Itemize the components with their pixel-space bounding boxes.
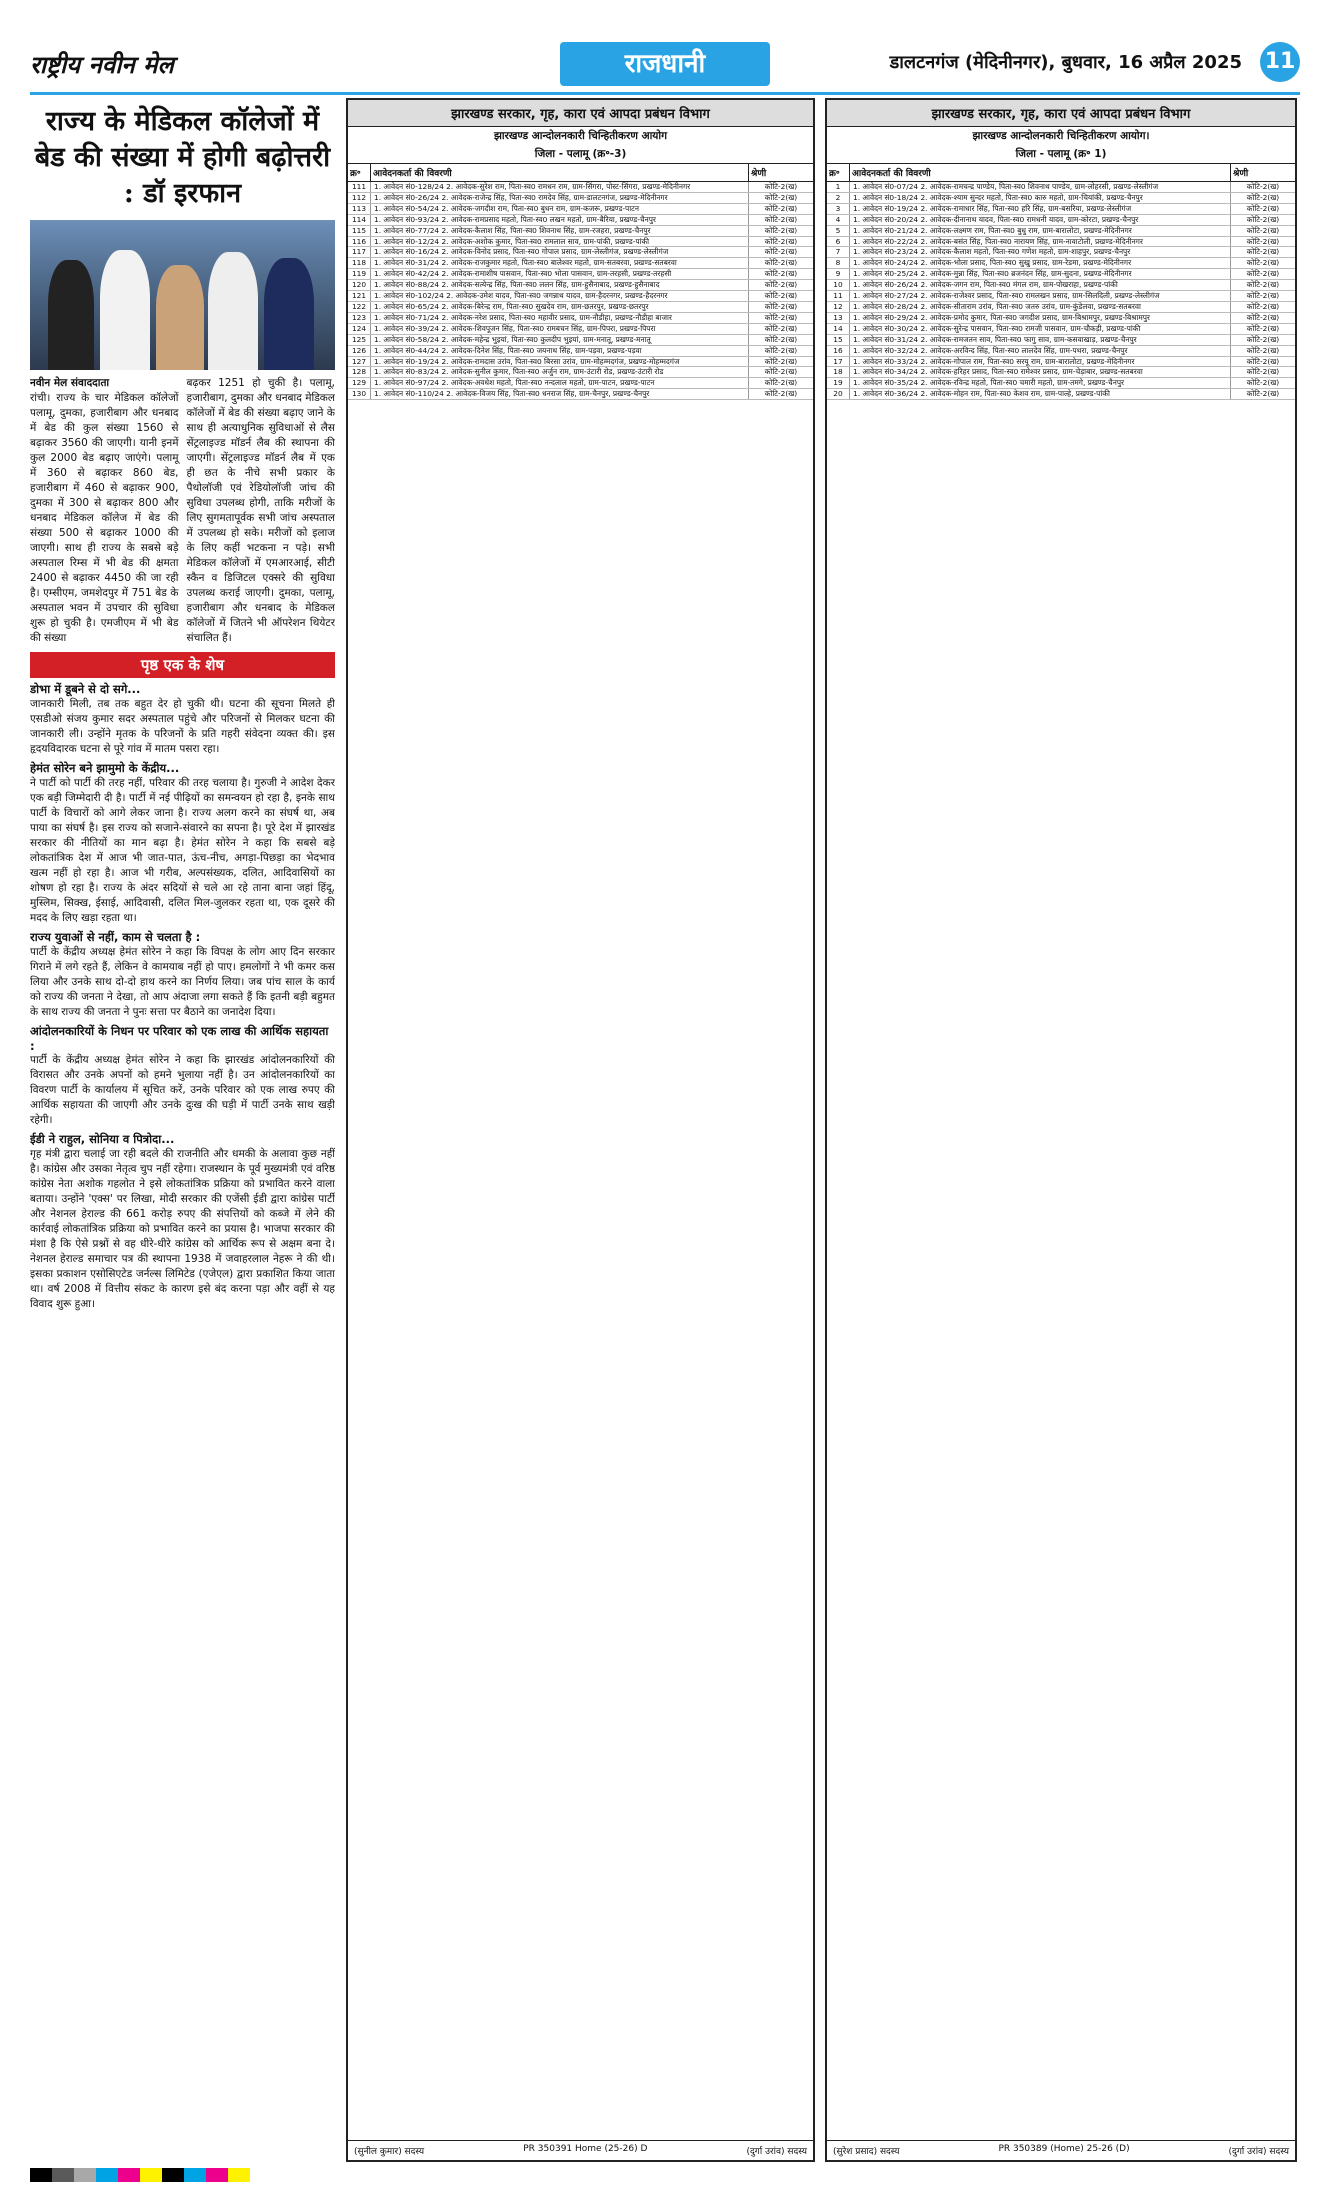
release-code: PR 350389 (Home) 25-26 (D) <box>998 2144 1130 2154</box>
continued-text: पार्टी के केंद्रीय अध्यक्ष हेमंत सोरेन ने कहा कि विपक्ष के लोग आए दिन सरकार गिराने में लगे रहते हैं, लेकिन वे कामयाब नहीं हो पाए। हमलोगों ने भी कमर कस लिया और उनके साथ दो-दो हाथ करने का निर्णय लिया। जब पांच साल के कार्य को राज्य की जनता ने देखा, तो आप अंदाजा लगा सकते हैं कि इतनी बड़ी बहुमत के साथ राज्य की जनता ने पुनः सत्ता पर बैठाने का जनादेश दिया। <box>30 946 335 1018</box>
row-details: 1. आवेदन सं0-30/24 2. आवेदक-सुरेन्द्र पासवान, पिता-स्व0 रामजी पासवान, ग्राम-चौकड़ी, प्रखण्ड-पांकी <box>850 324 1231 334</box>
story-photo <box>30 220 335 370</box>
row-details: 1. आवेदन सं0-32/24 2. आवेदक-अरविन्द सिंह, पिता-स्व0 लालदेव सिंह, ग्राम-पथरा, प्रखण्ड-चैनपुर <box>850 346 1231 356</box>
row-serial: 120 <box>348 280 371 290</box>
row-category: कोटि-2(ख) <box>764 312 798 322</box>
row-category: कोटि-2(ख) <box>764 389 798 399</box>
notice-district: जिला - पलामू (क्र॰-3) <box>534 148 627 160</box>
color-swatch <box>74 2168 96 2182</box>
notice-row <box>827 335 1295 346</box>
row-category: कोटि-2(ख) <box>764 378 798 388</box>
signatory-right: (दुर्गा उरांव) सदस्य <box>746 2147 807 2157</box>
row-serial: 117 <box>348 247 371 257</box>
row-serial: 119 <box>348 269 371 279</box>
release-code: PR 350391 Home (25-26) D <box>523 2144 648 2154</box>
row-category: कोटि-2(ख) <box>764 334 798 344</box>
row-serial: 112 <box>348 193 371 203</box>
row-category: कोटि-2(ख) <box>1246 301 1280 311</box>
sub-headline: आंदोलनकारियों के निधन पर परिवार को एक लाख की आर्थिक सहायता : <box>30 1024 329 1053</box>
signatory-right: (दुर्गा उरांव) सदस्य <box>1228 2147 1289 2157</box>
row-category: कोटि-2(ख) <box>1246 214 1280 224</box>
notice-column-header <box>827 163 1295 182</box>
color-swatch <box>162 2168 184 2182</box>
notice-row <box>348 269 813 280</box>
row-details: 1. आवेदन सं0-83/24 2. आवेदक-सुनील कुमार, पिता-स्व0 अर्जुन राम, ग्राम-उंटारी रोड, प्रखण्ड-उंटारी रोड <box>371 367 749 377</box>
row-category: कोटि-2(ख) <box>1246 378 1280 388</box>
notice-row <box>827 280 1295 291</box>
row-category: कोटि-2(ख) <box>1246 356 1280 366</box>
sub-headline: हेमंत सोरेन बने झामुमो के केंद्रीय... <box>30 761 180 775</box>
row-details: 1. आवेदन सं0-19/24 2. आवेदक-रामाधार सिंह, पिता-स्व0 हरि सिंह, ग्राम-बसरिया, प्रखण्ड-लेस्लीगंज <box>850 204 1231 214</box>
signatory-left: (सुरेश प्रसाद) सदस्य <box>833 2147 900 2157</box>
notice-row <box>827 182 1295 193</box>
notice-row <box>827 193 1295 204</box>
row-category: कोटि-2(ख) <box>764 280 798 290</box>
col-serial: क्र॰ <box>827 164 850 181</box>
notice-row <box>348 313 813 324</box>
row-category: कोटि-2(ख) <box>764 323 798 333</box>
notice-row <box>827 313 1295 324</box>
row-details: 1. आवेदन सं0-54/24 2. आवेदक-जगदीश राम, पिता-स्व0 बुधन राम, ग्राम-कजरू, प्रखण्ड-पाटन <box>371 204 749 214</box>
row-category: कोटि-2(ख) <box>1246 367 1280 377</box>
row-category: कोटि-2(ख) <box>764 214 798 224</box>
row-details: 1. आवेदन सं0-93/24 2. आवेदक-रामप्रसाद महतो, पिता-स्व0 लखन महतो, ग्राम-बैरिया, प्रखण्ड-चैनपुर <box>371 215 749 225</box>
notice-row <box>348 204 813 215</box>
row-details: 1. आवेदन सं0-22/24 2. आवेदक-बसंत सिंह, पिता-स्व0 नारायण सिंह, ग्राम-नावाटोली, प्रखण्ड-मेदिनीनगर <box>850 237 1231 247</box>
notice-row <box>348 291 813 302</box>
story-headline: राज्य के मेडिकल कॉलेजों में बेड की संख्या में होगी बढ़ोत्तरी : डॉ इरफान <box>34 106 331 209</box>
continued-text: गृह मंत्री द्वारा चलाई जा रही बदले की राजनीति और धमकी के अलावा कुछ नहीं है। कांग्रेस और उसका नेतृत्व चुप नहीं रहेगा। राजस्थान के पूर्व मुख्यमंत्री एवं वरिष्ठ कांग्रेस नेता अशोक गहलोत ने इसे लोकतांत्रिक प्रक्रिया को प्रभावित करने वाला बताया। उन्होंने 'एक्स' पर लिखा, मोदी सरकार की एजेंसी ईडी द्वारा कांग्रेस पार्टी और नेशनल हेराल्ड की 661 करोड़ रुपए की संपत्तियों को कब्जे में लेने की कार्रवाई लोकतांत्रिक प्रक्रिया को प्रभावित करने का प्रयास है। भाजपा सरकार की मंशा है कि ऐसे प्रश्नों से वह धीरे-धीरे कांग्रेस को आर्थिक रूप से अक्षम बना दे। नेशनल हेराल्ड समाचार पत्र की स्थापना 1938 में जवाहरलाल नेहरू ने की थी। इसका प्रकाशन एसोसिएटेड जर्नल्स लिमिटेड (एजेएल) द्वारा प्रकाशित किया जाता था। वर्ष 2008 में वित्तीय संकट के कारण इसे बंद करना पड़ा और वहीं से यह विवाद शुरू हुआ। <box>30 1148 335 1310</box>
row-category: कोटि-2(ख) <box>1246 203 1280 213</box>
notice-row <box>348 367 813 378</box>
row-category: कोटि-2(ख) <box>1246 280 1280 290</box>
row-details: 1. आवेदन सं0-20/24 2. आवेदक-दीनानाथ यादव, पिता-स्व0 रामधनी यादव, ग्राम-कोरटा, प्रखण्ड-चैनपुर <box>850 215 1231 225</box>
row-category: कोटि-2(ख) <box>1246 182 1280 191</box>
notice-row <box>827 247 1295 258</box>
notice-row <box>827 226 1295 237</box>
notice-district: जिला - पलामू (क्र॰ 1) <box>1015 148 1107 160</box>
row-serial: 123 <box>348 313 371 323</box>
row-serial: 118 <box>348 258 371 268</box>
row-serial: 126 <box>348 346 371 356</box>
row-details: 1. आवेदन सं0-07/24 2. आवेदक-रामचन्द्र पाण्डेय, पिता-स्व0 शिवनाथ पाण्डेय, ग्राम-लोहरसी, प्रखण्ड-लेस्लीगंज <box>850 182 1231 192</box>
sub-headline: राज्य युवाओं से नहीं, काम से चलता है : <box>30 930 201 944</box>
row-category: कोटि-2(ख) <box>1246 258 1280 268</box>
row-details: 1. आवेदन सं0-16/24 2. आवेदक-विनोद प्रसाद, पिता-स्व0 गोपाल प्रसाद, ग्राम-लेस्लीगंज, प्रखण्ड-लेस्लीगंज <box>371 247 749 257</box>
row-details: 1. आवेदन सं0-31/24 2. आवेदक-रामजतन साव, पिता-स्व0 फागु साव, ग्राम-कसवाखाड़, प्रखण्ड-चैनपुर <box>850 335 1231 345</box>
row-serial: 111 <box>348 182 371 192</box>
notice-row <box>827 291 1295 302</box>
row-serial: 115 <box>348 226 371 236</box>
col-category: श्रेणी <box>751 169 767 179</box>
row-serial: 114 <box>348 215 371 225</box>
row-details: 1. आवेदन सं0-97/24 2. आवेदक-अवधेश महतो, पिता-स्व0 नन्दलाल महतो, ग्राम-पाटन, प्रखण्ड-पाटन <box>371 378 749 388</box>
row-category: कोटि-2(ख) <box>764 225 798 235</box>
story-col2: बढ़कर 1251 हो चुकी है। पलामू, हजारीबाग, दुमका और धनबाद मेडिकल कॉलेजों में बेड की संख्या बढ़ाए जाने के साथ ही अत्याधुनिक सुविधाओं से लैस सेंट्रलाइज्ड मॉडर्न लैब की स्थापना की जाएगी। सेंट्रलाइज्ड मॉडर्न लैब में एक ही छत के नीचे सभी प्रकार के पैथोलॉजी एवं रेडियोलॉजी जांच की सुविधा उपलब्ध होगी, ताकि मरीजों के लिए सुगमतापूर्वक सभी जांच अस्पताल में उपलब्ध हो सके। मरीजों को इलाज के लिए कहीं भटकना न पड़े। सभी मेडिकल कॉलेजों में एमआरआई, सीटी स्कैन व डिजिटल एक्सरे की सुविधा उपलब्ध कराई जाएगी। दुमका, पलामू, हजारीबाग और धनबाद के मेडिकल कॉलेजों में जितने भी ऑपरेशन थियेटर संचालित हैं। <box>186 377 335 644</box>
notice-row <box>827 204 1295 215</box>
notice-row <box>348 215 813 226</box>
row-category: कोटि-2(ख) <box>1246 236 1280 246</box>
row-details: 1. आवेदन सं0-27/24 2. आवेदक-राजेश्वर प्रसाद, पिता-स्व0 रामलखन प्रसाद, ग्राम-सिलदिली, प्रखण्ड-लेस्लीगंज <box>850 291 1231 301</box>
color-swatch <box>30 2168 52 2182</box>
row-category: कोटि-2(ख) <box>764 367 798 377</box>
row-category: कोटि-2(ख) <box>764 192 798 202</box>
row-serial: 5 <box>827 226 850 236</box>
row-serial: 7 <box>827 247 850 257</box>
row-details: 1. आवेदन सं0-110/24 2. आवेदक-विजय सिंह, पिता-स्व0 धनराज सिंह, ग्राम-चैनपुर, प्रखण्ड-चैनपुर <box>371 389 749 399</box>
notice-row <box>827 215 1295 226</box>
row-category: कोटि-2(ख) <box>1246 269 1280 279</box>
row-details: 1. आवेदन सं0-65/24 2. आवेदक-बिरेन्द्र राम, पिता-स्व0 सुखदेव राम, ग्राम-छतरपुर, प्रखण्ड-छतरपुर <box>371 302 749 312</box>
notice-row <box>348 389 813 400</box>
row-serial: 113 <box>348 204 371 214</box>
row-category: कोटि-2(ख) <box>1246 345 1280 355</box>
color-swatch <box>184 2168 206 2182</box>
color-swatch <box>228 2168 250 2182</box>
notice-row <box>348 357 813 368</box>
row-serial: 16 <box>827 346 850 356</box>
row-serial: 121 <box>348 291 371 301</box>
row-serial: 19 <box>827 378 850 388</box>
row-serial: 122 <box>348 302 371 312</box>
row-details: 1. आवेदन सं0-35/24 2. आवेदक-रविन्द्र महतो, पिता-स्व0 चमारी महतो, ग्राम-तमगे, प्रखण्ड-चैनपुर <box>850 378 1231 388</box>
row-category: कोटि-2(ख) <box>764 236 798 246</box>
row-category: कोटि-2(ख) <box>1246 225 1280 235</box>
row-serial: 12 <box>827 302 850 312</box>
section-title: राजधानी <box>560 42 770 86</box>
notice-row <box>348 378 813 389</box>
row-details: 1. आवेदन सं0-26/24 2. आवेदक-जगन राम, पिता-स्व0 मंगल राम, ग्राम-पोखराहा, प्रखण्ड-पांकी <box>850 280 1231 290</box>
row-serial: 1 <box>827 182 850 192</box>
row-category: कोटि-2(ख) <box>764 301 798 311</box>
row-details: 1. आवेदन सं0-21/24 2. आवेदक-लक्ष्मण राम, पिता-स्व0 बुधु राम, ग्राम-बारालोटा, प्रखण्ड-मेदिनीनगर <box>850 226 1231 236</box>
notice-row <box>348 226 813 237</box>
page-number: 11 <box>1260 42 1300 82</box>
notice-row <box>827 389 1295 400</box>
col-serial: क्र॰ <box>348 164 371 181</box>
row-serial: 124 <box>348 324 371 334</box>
row-category: कोटि-2(ख) <box>764 269 798 279</box>
notice-row <box>348 280 813 291</box>
govt-notice-left <box>346 98 815 2162</box>
story-body <box>30 376 335 646</box>
row-serial: 18 <box>827 367 850 377</box>
govt-notice-right <box>825 98 1297 2162</box>
notice-row <box>348 302 813 313</box>
story-col1: रांची। राज्य के चार मेडिकल कॉलेजों पलामू, दुमका, हजारीबाग और धनबाद में बेड की कुल संख्या 1560 से बढ़ाकर 3560 की जाएगी। यानी इनमें कुल 2000 बेड बढ़ाए जाएंगे। पलामू में 360 से बढ़ाकर 860 बेड, हजारीबाग में 460 से बढ़ाकर 900, दुमका में 300 से बढ़ाकर 800 और धनबाद मेडिकल कॉलेज में बेड की संख्या 500 से बढ़ाकर 1000 की जाएगी। साथ ही राज्य के सबसे बड़े अस्पताल रिम्स में भी बेड की क्षमता 2400 से बढ़ाकर 4450 की जा रही है। एम्सीएम, जमशेदपुर में 751 बेड के अस्पताल भवन में उपचार की सुविधा शुरू हो चुकी है। एमजीएम में भी बेड की संख्या <box>30 392 179 644</box>
row-category: कोटि-2(ख) <box>1246 334 1280 344</box>
row-details: 1. आवेदन सं0-34/24 2. आवेदक-हरिहर प्रसाद, पिता-स्व0 रामेश्वर प्रसाद, ग्राम-चेड़ाबार, प्रखण्ड-सतबरवा <box>850 367 1231 377</box>
notice-row <box>348 324 813 335</box>
notice-row <box>348 346 813 357</box>
row-details: 1. आवेदन सं0-23/24 2. आवेदक-कैलाश महतो, पिता-स्व0 गणेश महतो, ग्राम-शाहपुर, प्रखण्ड-चैनपुर <box>850 247 1231 257</box>
row-serial: 14 <box>827 324 850 334</box>
notice-row <box>827 346 1295 357</box>
notice-row <box>348 237 813 248</box>
row-details: 1. आवेदन सं0-44/24 2. आवेदक-दिनेश सिंह, पिता-स्व0 जयनाथ सिंह, ग्राम-पड़वा, प्रखण्ड-पड़वा <box>371 346 749 356</box>
row-category: कोटि-2(ख) <box>1246 291 1280 301</box>
newspaper-brand: राष्ट्रीय नवीन मेल <box>30 50 174 79</box>
color-swatch <box>96 2168 118 2182</box>
byline: नवीन मेल संवाददाता <box>30 377 110 389</box>
row-serial: 125 <box>348 335 371 345</box>
row-serial: 15 <box>827 335 850 345</box>
row-serial: 11 <box>827 291 850 301</box>
continued-text: जानकारी मिली, तब तक बहुत देर हो चुकी थी। घटना की सूचना मिलते ही एसडीओ संजय कुमार सदर अस्पताल पहुंचे और परिजनों से मिलकर घटना की जानकारी ली। उन्होंने मृतक के परिजनों के प्रति गहरी संवेदना व्यक्त की। इस हृदयविदारक घटना से पूरे गांव में मातम पसरा रहा। <box>30 698 335 755</box>
continued-bar: पृष्ठ एक के शेष <box>30 652 335 678</box>
notice-column-header <box>348 163 813 182</box>
notice-row <box>348 258 813 269</box>
row-serial: 130 <box>348 389 371 399</box>
continued-text: ने पार्टी को पार्टी की तरह नहीं, परिवार की तरह चलाया है। गुरुजी ने आदेश देकर एक बड़ी जिम्मेदारी दी है। पार्टी में नई पीढ़ियों का समन्वयन हो रहा है, इनके साथ पार्टी के विचारों को आगे लेकर जाना है। राज्य अलग करने का संघर्ष था, अब पाया का संघर्ष है। इस राज्य को सजाने-संवारने का सपना है। पूरे देश में झारखंड सरकार की नीतियों का मान बढ़ा है। हेमंत सोरेन ने कहा कि सबसे बड़े लोकतांत्रिक देश में आज भी जात-पात, ऊंच-नीच, अगड़ा-पिछड़ा का भेदभाव खत्म नहीं हो रहा है। आज भी गरीब, अल्पसंख्यक, दलित, आदिवासियों का शोषण हो रहा है। राज्य के अंदर सदियों से चले आ रहे ताना बाना जहां हिंदू, मुस्लिम, सिक्ख, ईसाई, आदिवासी, दलित मिल-जुलकर रहता था, एक दूसरे की मदद के लिए खड़ा रहता था। <box>30 777 335 924</box>
notice-row <box>827 258 1295 269</box>
row-details: 1. आवेदन सं0-42/24 2. आवेदक-रामाशीष पासवान, पिता-स्व0 भोला पासवान, ग्राम-तरहसी, प्रखण्ड-तरहसी <box>371 269 749 279</box>
row-details: 1. आवेदन सं0-31/24 2. आवेदक-राजकुमार महतो, पिता-स्व0 बालेश्वर महतो, ग्राम-सतबरवा, प्रखण्ड-सतबरवा <box>371 258 749 268</box>
row-category: कोटि-2(ख) <box>764 203 798 213</box>
row-category: कोटि-2(ख) <box>764 182 798 191</box>
notice-row <box>348 193 813 204</box>
row-details: 1. आवेदन सं0-25/24 2. आवेदक-मुन्ना सिंह, पिता-स्व0 ब्रजनंदन सिंह, ग्राम-सुदना, प्रखण्ड-मेदिनीनगर <box>850 269 1231 279</box>
notice-row <box>827 324 1295 335</box>
notice-rows <box>827 182 1295 400</box>
notice-row <box>827 378 1295 389</box>
row-category: कोटि-2(ख) <box>764 258 798 268</box>
row-details: 1. आवेदन सं0-71/24 2. आवेदक-नरेश प्रसाद, पिता-स्व0 महावीर प्रसाद, ग्राम-नौडीहा, प्रखण्ड-नौडीहा बाजार <box>371 313 749 323</box>
registration-color-strip <box>30 2168 250 2182</box>
notice-row <box>827 367 1295 378</box>
notice-header: झारखण्ड सरकार, गृह, कारा एवं आपदा प्रबंधन विभाग <box>348 100 813 127</box>
row-details: 1. आवेदन सं0-24/24 2. आवेदक-भोला प्रसाद, पिता-स्व0 सुखु प्रसाद, ग्राम-रेडमा, प्रखण्ड-मेदिनीनगर <box>850 258 1231 268</box>
row-details: 1. आवेदन सं0-19/24 2. आवेदक-रामदास उरांव, पिता-स्व0 बिरसा उरांव, ग्राम-मोहम्मदगंज, प्रखण्ड-मोहम्मदगंज <box>371 357 749 367</box>
row-category: कोटि-2(ख) <box>1246 247 1280 257</box>
row-serial: 128 <box>348 367 371 377</box>
row-serial: 8 <box>827 258 850 268</box>
row-serial: 10 <box>827 280 850 290</box>
masthead <box>30 42 1300 92</box>
row-details: 1. आवेदन सं0-39/24 2. आवेदक-शिवपूजन सिंह, पिता-स्व0 रामबचन सिंह, ग्राम-पिपरा, प्रखण्ड-पिपरा <box>371 324 749 334</box>
row-serial: 4 <box>827 215 850 225</box>
row-category: कोटि-2(ख) <box>1246 312 1280 322</box>
row-serial: 9 <box>827 269 850 279</box>
row-details: 1. आवेदन सं0-88/24 2. आवेदक-सत्येन्द्र सिंह, पिता-स्व0 ललन सिंह, ग्राम-हुसैनाबाद, प्रखण्ड-हुसैनाबाद <box>371 280 749 290</box>
row-serial: 13 <box>827 313 850 323</box>
color-swatch <box>52 2168 74 2182</box>
color-swatch <box>140 2168 162 2182</box>
row-category: कोटि-2(ख) <box>1246 192 1280 202</box>
signatory-left: (सुनील कुमार) सदस्य <box>354 2147 425 2157</box>
color-swatch <box>206 2168 228 2182</box>
row-category: कोटि-2(ख) <box>764 345 798 355</box>
notice-rows <box>348 182 813 400</box>
notice-row <box>827 269 1295 280</box>
row-serial: 116 <box>348 237 371 247</box>
notice-subheader: झारखण्ड आन्दोलनकारी चिन्हितीकरण आयोग। <box>972 130 1150 142</box>
row-details: 1. आवेदन सं0-102/24 2. आवेदक-उमेश यादव, पिता-स्व0 जगन्नाथ यादव, ग्राम-हैदरनगर, प्रखण्ड-हैदरनगर <box>371 291 749 301</box>
notice-subheader: झारखण्ड आन्दोलनकारी चिन्हितीकरण आयोग <box>493 130 668 142</box>
row-details: 1. आवेदन सं0-26/24 2. आवेदक-राजेन्द्र सिंह, पिता-स्व0 रामदेव सिंह, ग्राम-डालटनगंज, प्रखण्ड-मेदिनीनगर <box>371 193 749 203</box>
row-details: 1. आवेदन सं0-29/24 2. आवेदक-प्रमोद कुमार, पिता-स्व0 जगदीश प्रसाद, ग्राम-बिश्रामपुर, प्रखण्ड-बिश्रामपुर <box>850 313 1231 323</box>
notice-header: झारखण्ड सरकार, गृह, कारा एवं आपदा प्रबंधन विभाग <box>827 100 1295 127</box>
news-column <box>30 104 335 2154</box>
col-details: आवेदनकर्ता की विवरणी <box>850 164 1231 181</box>
notice-row <box>348 182 813 193</box>
continued-text: पार्टी के केंद्रीय अध्यक्ष हेमंत सोरेन ने कहा कि झारखंड आंदोलनकारियों की विरासत और उनके अपनों को हमने भुलाया नहीं है। उन आंदोलनकारियों का विवरण पार्टी के कार्यालय में सूचित करें, उनके परिवार को एक लाख रुपए की आर्थिक सहायता की जाएगी और उनके दुःख की घड़ी में पार्टी उनके साथ खड़ी रहेगी। <box>30 1054 335 1126</box>
notice-row <box>827 357 1295 368</box>
row-category: कोटि-2(ख) <box>764 247 798 257</box>
row-details: 1. आवेदन सं0-128/24 2. आवेदक-सुरेश राम, पिता-स्व0 रामधन राम, ग्राम-सिंगरा, पोस्ट-सिंगरा, प्रखण्ड-मेदिनीनगर <box>371 182 749 192</box>
col-details: आवेदनकर्ता की विवरणी <box>371 164 749 181</box>
row-details: 1. आवेदन सं0-77/24 2. आवेदक-कैलाश सिंह, पिता-स्व0 शिवनाथ सिंह, ग्राम-रजहरा, प्रखण्ड-चैनपुर <box>371 226 749 236</box>
notice-footer <box>348 2140 813 2160</box>
row-category: कोटि-2(ख) <box>1246 389 1280 399</box>
row-serial: 20 <box>827 389 850 399</box>
row-details: 1. आवेदन सं0-33/24 2. आवेदक-गोपाल राम, पिता-स्व0 सरयू राम, ग्राम-बारालोटा, प्रखण्ड-मेदिनीनगर <box>850 357 1231 367</box>
row-category: कोटि-2(ख) <box>764 291 798 301</box>
row-details: 1. आवेदन सं0-36/24 2. आवेदक-मोहन राम, पिता-स्व0 केशव राम, ग्राम-पाल्हे, प्रखण्ड-पांकी <box>850 389 1231 399</box>
row-serial: 6 <box>827 237 850 247</box>
color-swatch <box>118 2168 140 2182</box>
notice-row <box>348 335 813 346</box>
dateline: डालटनगंज (मेदिनीनगर), बुधवार, 16 अप्रैल 2025 <box>889 52 1242 73</box>
sub-headline: ईडी ने राहुल, सोनिया व पित्रोदा... <box>30 1132 175 1146</box>
row-details: 1. आवेदन सं0-18/24 2. आवेदक-श्याम सुन्दर महतो, पिता-स्व0 कारु महतो, ग्राम-चियांकी, प्रखण्ड-चैनपुर <box>850 193 1231 203</box>
row-serial: 129 <box>348 378 371 388</box>
notice-footer <box>827 2140 1295 2160</box>
row-details: 1. आवेदन सं0-28/24 2. आवेदक-सीताराम उरांव, पिता-स्व0 जतरु उरांव, ग्राम-कुंडेलवा, प्रखण्ड-सतबरवा <box>850 302 1231 312</box>
row-serial: 127 <box>348 357 371 367</box>
sub-headline: डोभा में डूबने से दो सगे... <box>30 682 141 696</box>
row-details: 1. आवेदन सं0-12/24 2. आवेदक-अशोक कुमार, पिता-स्व0 रामलाल साव, ग्राम-पांकी, प्रखण्ड-पांकी <box>371 237 749 247</box>
row-serial: 2 <box>827 193 850 203</box>
header-rule <box>30 92 1300 95</box>
notice-row <box>827 237 1295 248</box>
notice-row <box>348 247 813 258</box>
col-category: श्रेणी <box>1233 169 1249 179</box>
row-serial: 17 <box>827 357 850 367</box>
row-category: कोटि-2(ख) <box>1246 323 1280 333</box>
notice-row <box>827 302 1295 313</box>
row-details: 1. आवेदन सं0-58/24 2. आवेदक-महेन्द्र भुइयां, पिता-स्व0 कुलदीप भुइयां, ग्राम-मनातू, प्रखण्ड-मनातू <box>371 335 749 345</box>
row-serial: 3 <box>827 204 850 214</box>
row-category: कोटि-2(ख) <box>764 356 798 366</box>
